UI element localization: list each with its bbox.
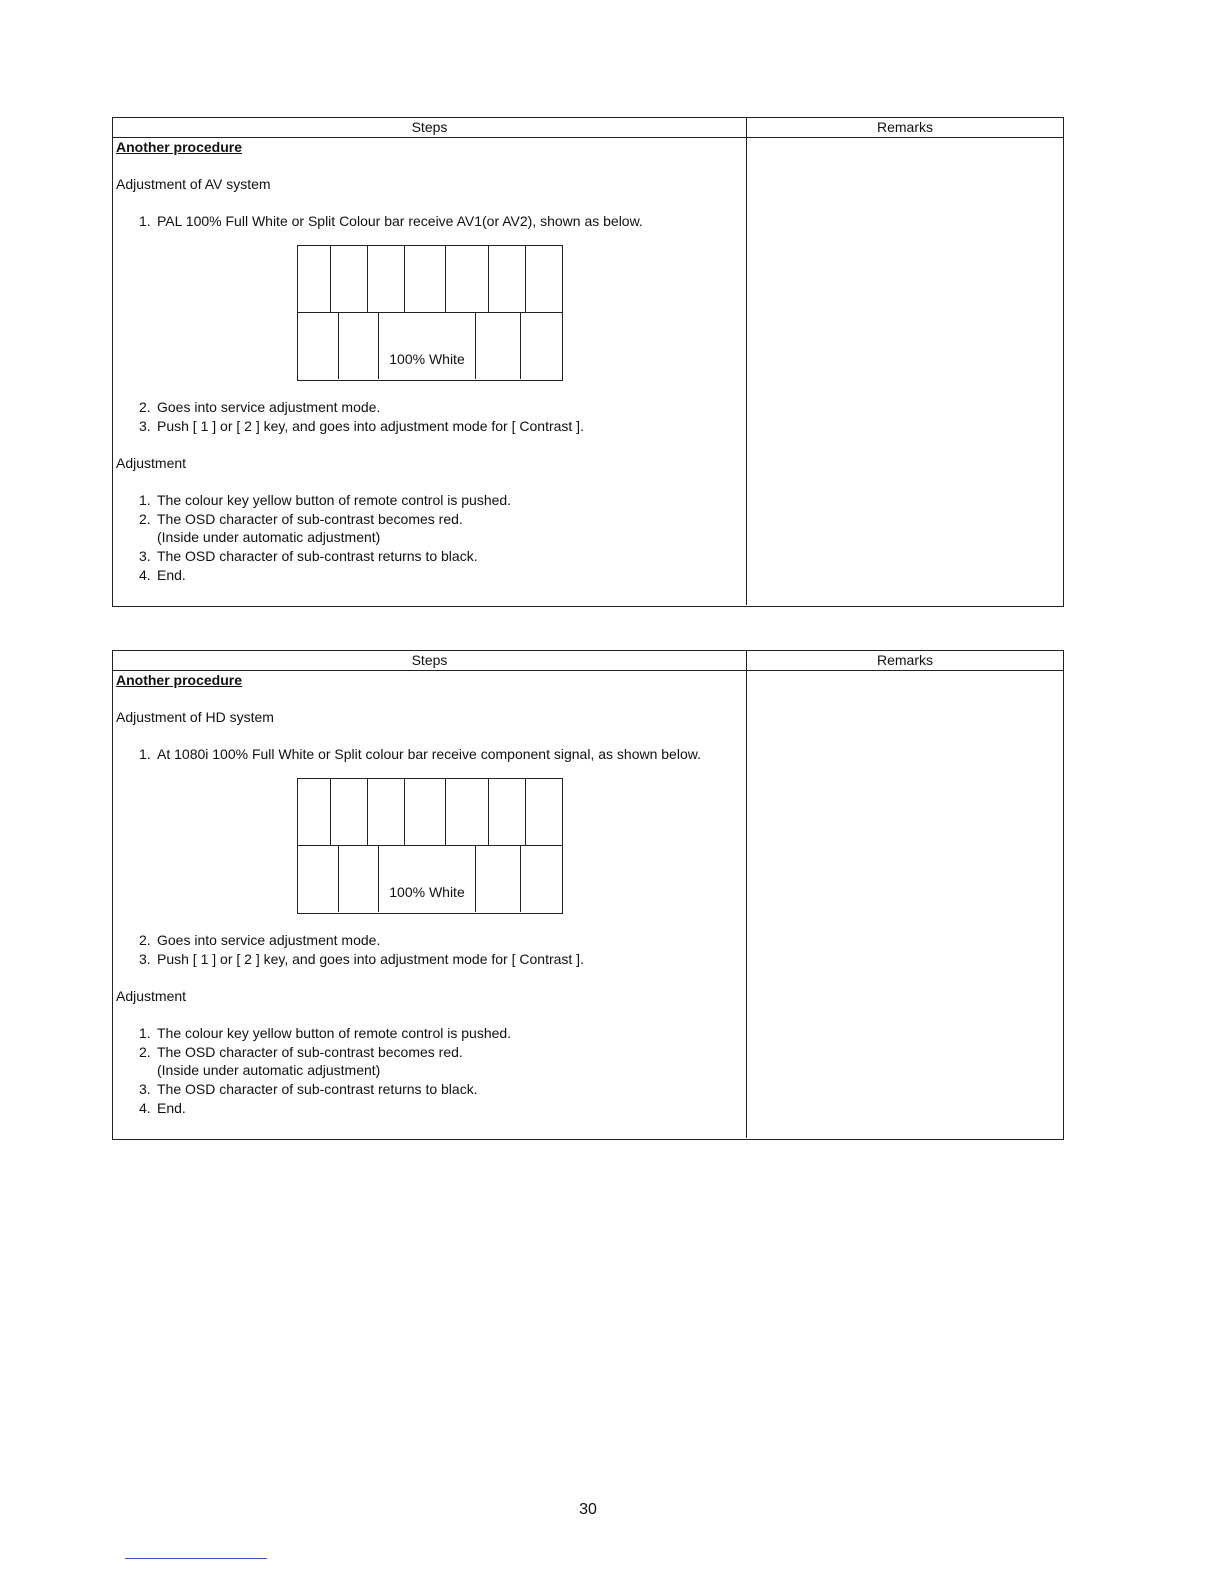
steps-cell: [113, 138, 747, 605]
step-2: [139, 931, 380, 949]
adjustment-step-2: [139, 510, 463, 528]
adjustment-step-2-note: (Inside under automatic adjustment): [157, 1062, 381, 1078]
colour-bar-diagram: [297, 778, 563, 914]
procedure-table-av: [112, 117, 1064, 607]
step-text: The OSD character of sub-contrast returns to black.: [157, 548, 478, 564]
bar-divider: [367, 779, 368, 845]
step-text: End.: [157, 1100, 186, 1116]
procedure-title: Another procedure: [116, 672, 243, 688]
table-body: [113, 138, 1063, 605]
remarks-column-header: Remarks: [876, 119, 933, 135]
procedure-table-hd: [112, 650, 1064, 1140]
steps-column-header: Steps: [113, 118, 747, 137]
step-number: 3.: [139, 548, 151, 564]
remarks-column-header: Remarks: [876, 652, 933, 668]
table-header: [113, 651, 1063, 671]
bar-divider: [475, 313, 476, 379]
step-3: [139, 950, 584, 968]
colour-bar-diagram: [297, 245, 563, 381]
bar-divider: [404, 246, 405, 312]
bar-divider: [525, 779, 526, 845]
step-number: 3.: [139, 951, 151, 967]
step-1: [139, 745, 701, 763]
bar-divider: [330, 246, 331, 312]
step-text: At 1080i 100% Full White or Split colour bar receive component signal, as shown below.: [157, 746, 701, 762]
step-text: Push [ 1 ] or [ 2 ] key, and goes into adjustment mode for [ Contrast ].: [157, 418, 584, 434]
adjustment-step-1: [139, 1024, 511, 1042]
adjustment-step-2: [139, 1043, 463, 1061]
step-number: 4.: [139, 1100, 151, 1116]
adjustment-heading: Adjustment: [116, 988, 187, 1004]
colour-bar-top-row: [298, 779, 562, 846]
colour-bar-bottom-row: [298, 846, 562, 912]
bar-divider: [520, 313, 521, 379]
white-label: 100% White: [389, 884, 465, 900]
step-number: 2.: [139, 399, 151, 415]
adjustment-step-4: [139, 566, 186, 584]
bar-divider: [475, 846, 476, 912]
step-text: The OSD character of sub-contrast becomes red.: [157, 1044, 463, 1060]
remarks-cell: [747, 671, 1063, 1138]
step-text: Goes into service adjustment mode.: [157, 399, 381, 415]
bar-divider: [520, 846, 521, 912]
step-number: 1.: [139, 213, 151, 229]
steps-column-header: Steps: [113, 651, 747, 670]
step-3: [139, 417, 584, 435]
page-number: 30: [579, 1501, 597, 1518]
footer-rule: [125, 1558, 267, 1559]
remarks-cell: [747, 138, 1063, 605]
procedure-title: Another procedure: [116, 139, 243, 155]
colour-bar-bottom-row: [298, 313, 562, 379]
step-text: PAL 100% Full White or Split Colour bar receive AV1(or AV2), shown as below.: [157, 213, 643, 229]
bar-divider: [445, 246, 446, 312]
step-text: The colour key yellow button of remote control is pushed.: [157, 492, 512, 508]
step-text: Goes into service adjustment mode.: [157, 932, 381, 948]
step-text: The OSD character of sub-contrast becomes red.: [157, 511, 463, 527]
bar-divider: [338, 313, 339, 379]
step-number: 2.: [139, 1044, 151, 1060]
adjustment-step-3: [139, 547, 478, 565]
bar-divider: [378, 313, 379, 379]
adjustment-step-3: [139, 1080, 478, 1098]
table-body: [113, 671, 1063, 1138]
bar-divider: [488, 246, 489, 312]
bar-divider: [330, 779, 331, 845]
step-number: 2.: [139, 932, 151, 948]
step-text: End.: [157, 567, 186, 583]
step-text: Push [ 1 ] or [ 2 ] key, and goes into adjustment mode for [ Contrast ].: [157, 951, 584, 967]
bar-divider: [525, 246, 526, 312]
procedure-subtitle: Adjustment of HD system: [116, 709, 274, 725]
step-number: 1.: [139, 746, 151, 762]
adjustment-step-2-note: (Inside under automatic adjustment): [157, 529, 381, 545]
bar-divider: [367, 246, 368, 312]
bar-divider: [378, 846, 379, 912]
step-number: 3.: [139, 1081, 151, 1097]
bar-divider: [445, 779, 446, 845]
step-number: 3.: [139, 418, 151, 434]
adjustment-step-1: [139, 491, 511, 509]
bar-divider: [338, 846, 339, 912]
step-number: 4.: [139, 567, 151, 583]
step-text: The OSD character of sub-contrast returns to black.: [157, 1081, 478, 1097]
procedure-subtitle: Adjustment of AV system: [116, 176, 271, 192]
step-1: [139, 212, 643, 230]
adjustment-step-4: [139, 1099, 186, 1117]
colour-bar-top-row: [298, 246, 562, 313]
step-number: 1.: [139, 492, 151, 508]
white-label: 100% White: [389, 351, 465, 367]
bar-divider: [404, 779, 405, 845]
bar-divider: [488, 779, 489, 845]
step-text: The colour key yellow button of remote control is pushed.: [157, 1025, 512, 1041]
step-number: 2.: [139, 511, 151, 527]
adjustment-heading: Adjustment: [116, 455, 187, 471]
steps-cell: [113, 671, 747, 1138]
step-number: 1.: [139, 1025, 151, 1041]
table-header: [113, 118, 1063, 138]
step-2: [139, 398, 380, 416]
